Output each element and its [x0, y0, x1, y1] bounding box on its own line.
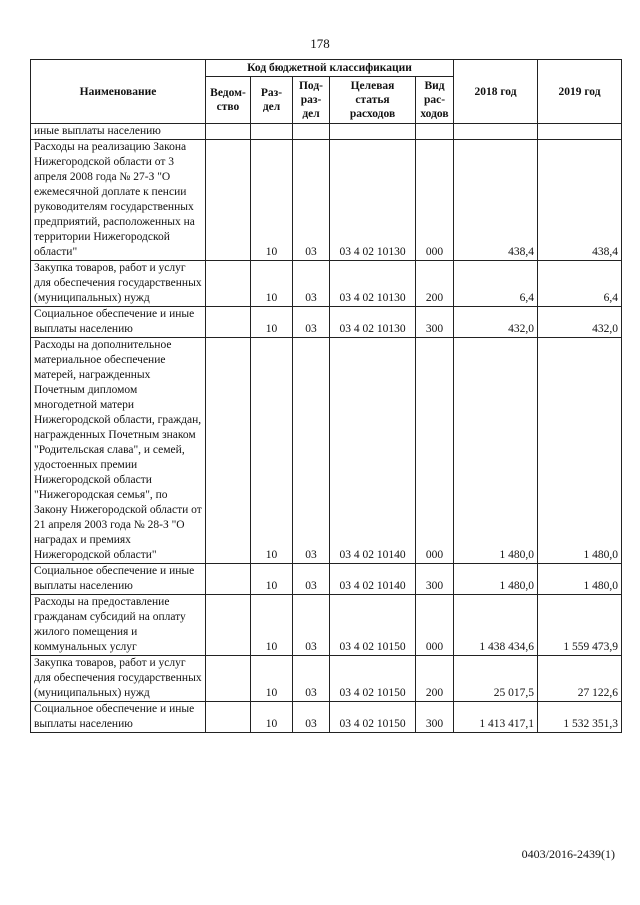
row-target-article: 03 4 02 10150 [330, 656, 416, 702]
row-amount-2018: 25 017,5 [454, 656, 538, 702]
table-row [31, 261, 622, 307]
page-number: 178 [310, 36, 330, 51]
row-amount-2019: 1 559 473,9 [538, 595, 622, 656]
row-target-article: 03 4 02 10140 [330, 338, 416, 564]
row-amount-2018: 438,4 [454, 140, 538, 261]
table-row [31, 124, 622, 140]
header-department: Ведом-ство [206, 77, 251, 124]
row-target-article: 03 4 02 10130 [330, 307, 416, 338]
row-name: Расходы на реализацию Закона Нижегородской области от 3 апреля 2008 года № 27-З "О ежемесячной доплате к пенсии руководителям государственных предприятий, расположенных на территории Нижегородской области" [31, 140, 206, 261]
row-department [206, 338, 251, 564]
row-target-article: 03 4 02 10140 [330, 564, 416, 595]
row-amount-2018: 1 413 417,1 [454, 702, 538, 733]
row-name: Социальное обеспечение и иные выплаты населению [31, 564, 206, 595]
row-expense-type: 200 [416, 261, 454, 307]
row-expense-type: 000 [416, 338, 454, 564]
header-section: Раз-дел [251, 77, 293, 124]
row-amount-2019: 27 122,6 [538, 656, 622, 702]
row-amount-2019: 6,4 [538, 261, 622, 307]
row-subsection: 03 [293, 261, 330, 307]
row-target-article: 03 4 02 10130 [330, 140, 416, 261]
row-section: 10 [251, 140, 293, 261]
header-2018: 2018 год [454, 60, 538, 124]
row-department [206, 140, 251, 261]
row-name: иные выплаты населению [31, 124, 206, 140]
row-amount-2019: 1 480,0 [538, 338, 622, 564]
row-target-article: 03 4 02 10150 [330, 595, 416, 656]
row-department [206, 261, 251, 307]
table-row [31, 564, 622, 595]
row-expense-type [416, 124, 454, 140]
row-amount-2018: 1 438 434,6 [454, 595, 538, 656]
row-department [206, 124, 251, 140]
header-target-article: Целевая статья расходов [330, 77, 416, 124]
row-subsection [293, 124, 330, 140]
table-row [31, 656, 622, 702]
row-section [251, 124, 293, 140]
row-amount-2018: 1 480,0 [454, 564, 538, 595]
row-subsection: 03 [293, 595, 330, 656]
table-body [31, 124, 622, 733]
row-expense-type: 000 [416, 140, 454, 261]
row-subsection: 03 [293, 702, 330, 733]
table-row [31, 307, 622, 338]
row-expense-type: 000 [416, 595, 454, 656]
row-subsection: 03 [293, 656, 330, 702]
row-expense-type: 200 [416, 656, 454, 702]
row-section: 10 [251, 564, 293, 595]
row-section: 10 [251, 702, 293, 733]
row-name: Социальное обеспечение и иные выплаты населению [31, 307, 206, 338]
row-expense-type: 300 [416, 564, 454, 595]
document-code: 0403/2016-2439(1) [521, 847, 615, 861]
row-amount-2018 [454, 124, 538, 140]
row-target-article: 03 4 02 10130 [330, 261, 416, 307]
row-name: Расходы на предоставление гражданам субсидий на оплату жилого помещения и коммунальных услуг [31, 595, 206, 656]
header-2019: 2019 год [538, 60, 622, 124]
table-row [31, 140, 622, 261]
row-department [206, 656, 251, 702]
row-section: 10 [251, 338, 293, 564]
row-expense-type: 300 [416, 702, 454, 733]
row-section: 10 [251, 261, 293, 307]
row-department [206, 307, 251, 338]
row-expense-type: 300 [416, 307, 454, 338]
row-subsection: 03 [293, 307, 330, 338]
row-amount-2018: 6,4 [454, 261, 538, 307]
row-name: Расходы на дополнительное материальное обеспечение матерей, награжденных Почетным дипломом многодетной матери Нижегородской области, граждан, награжденных Почетным знаком "Родительская слава", и семей, удостоенных премии Нижегородской области "Нижегородская семья", по Закону Нижегородской области от 21 апреля 2003 года № 28-З "О наградах и премиях Нижегородской области" [31, 338, 206, 564]
row-amount-2018: 1 480,0 [454, 338, 538, 564]
row-subsection: 03 [293, 140, 330, 261]
row-subsection: 03 [293, 338, 330, 564]
row-amount-2018: 432,0 [454, 307, 538, 338]
row-name: Закупка товаров, работ и услуг для обеспечения государственных (муниципальных) нужд [31, 261, 206, 307]
table-row [31, 595, 622, 656]
header-subsection: Под-раз-дел [293, 77, 330, 124]
table-row [31, 702, 622, 733]
row-section: 10 [251, 595, 293, 656]
row-department [206, 595, 251, 656]
row-amount-2019 [538, 124, 622, 140]
row-department [206, 702, 251, 733]
row-subsection: 03 [293, 564, 330, 595]
row-amount-2019: 438,4 [538, 140, 622, 261]
row-amount-2019: 1 532 351,3 [538, 702, 622, 733]
row-name: Закупка товаров, работ и услуг для обеспечения государственных (муниципальных) нужд [31, 656, 206, 702]
header-budget-classification: Код бюджетной классификации [206, 60, 454, 77]
row-name: Социальное обеспечение и иные выплаты населению [31, 702, 206, 733]
header-name: Наименование [31, 60, 206, 124]
row-amount-2019: 1 480,0 [538, 564, 622, 595]
header-expense-type: Вид рас-ходов [416, 77, 454, 124]
budget-table [30, 59, 622, 733]
row-section: 10 [251, 656, 293, 702]
table-row [31, 338, 622, 564]
row-target-article: 03 4 02 10150 [330, 702, 416, 733]
row-department [206, 564, 251, 595]
row-target-article [330, 124, 416, 140]
row-section: 10 [251, 307, 293, 338]
row-amount-2019: 432,0 [538, 307, 622, 338]
